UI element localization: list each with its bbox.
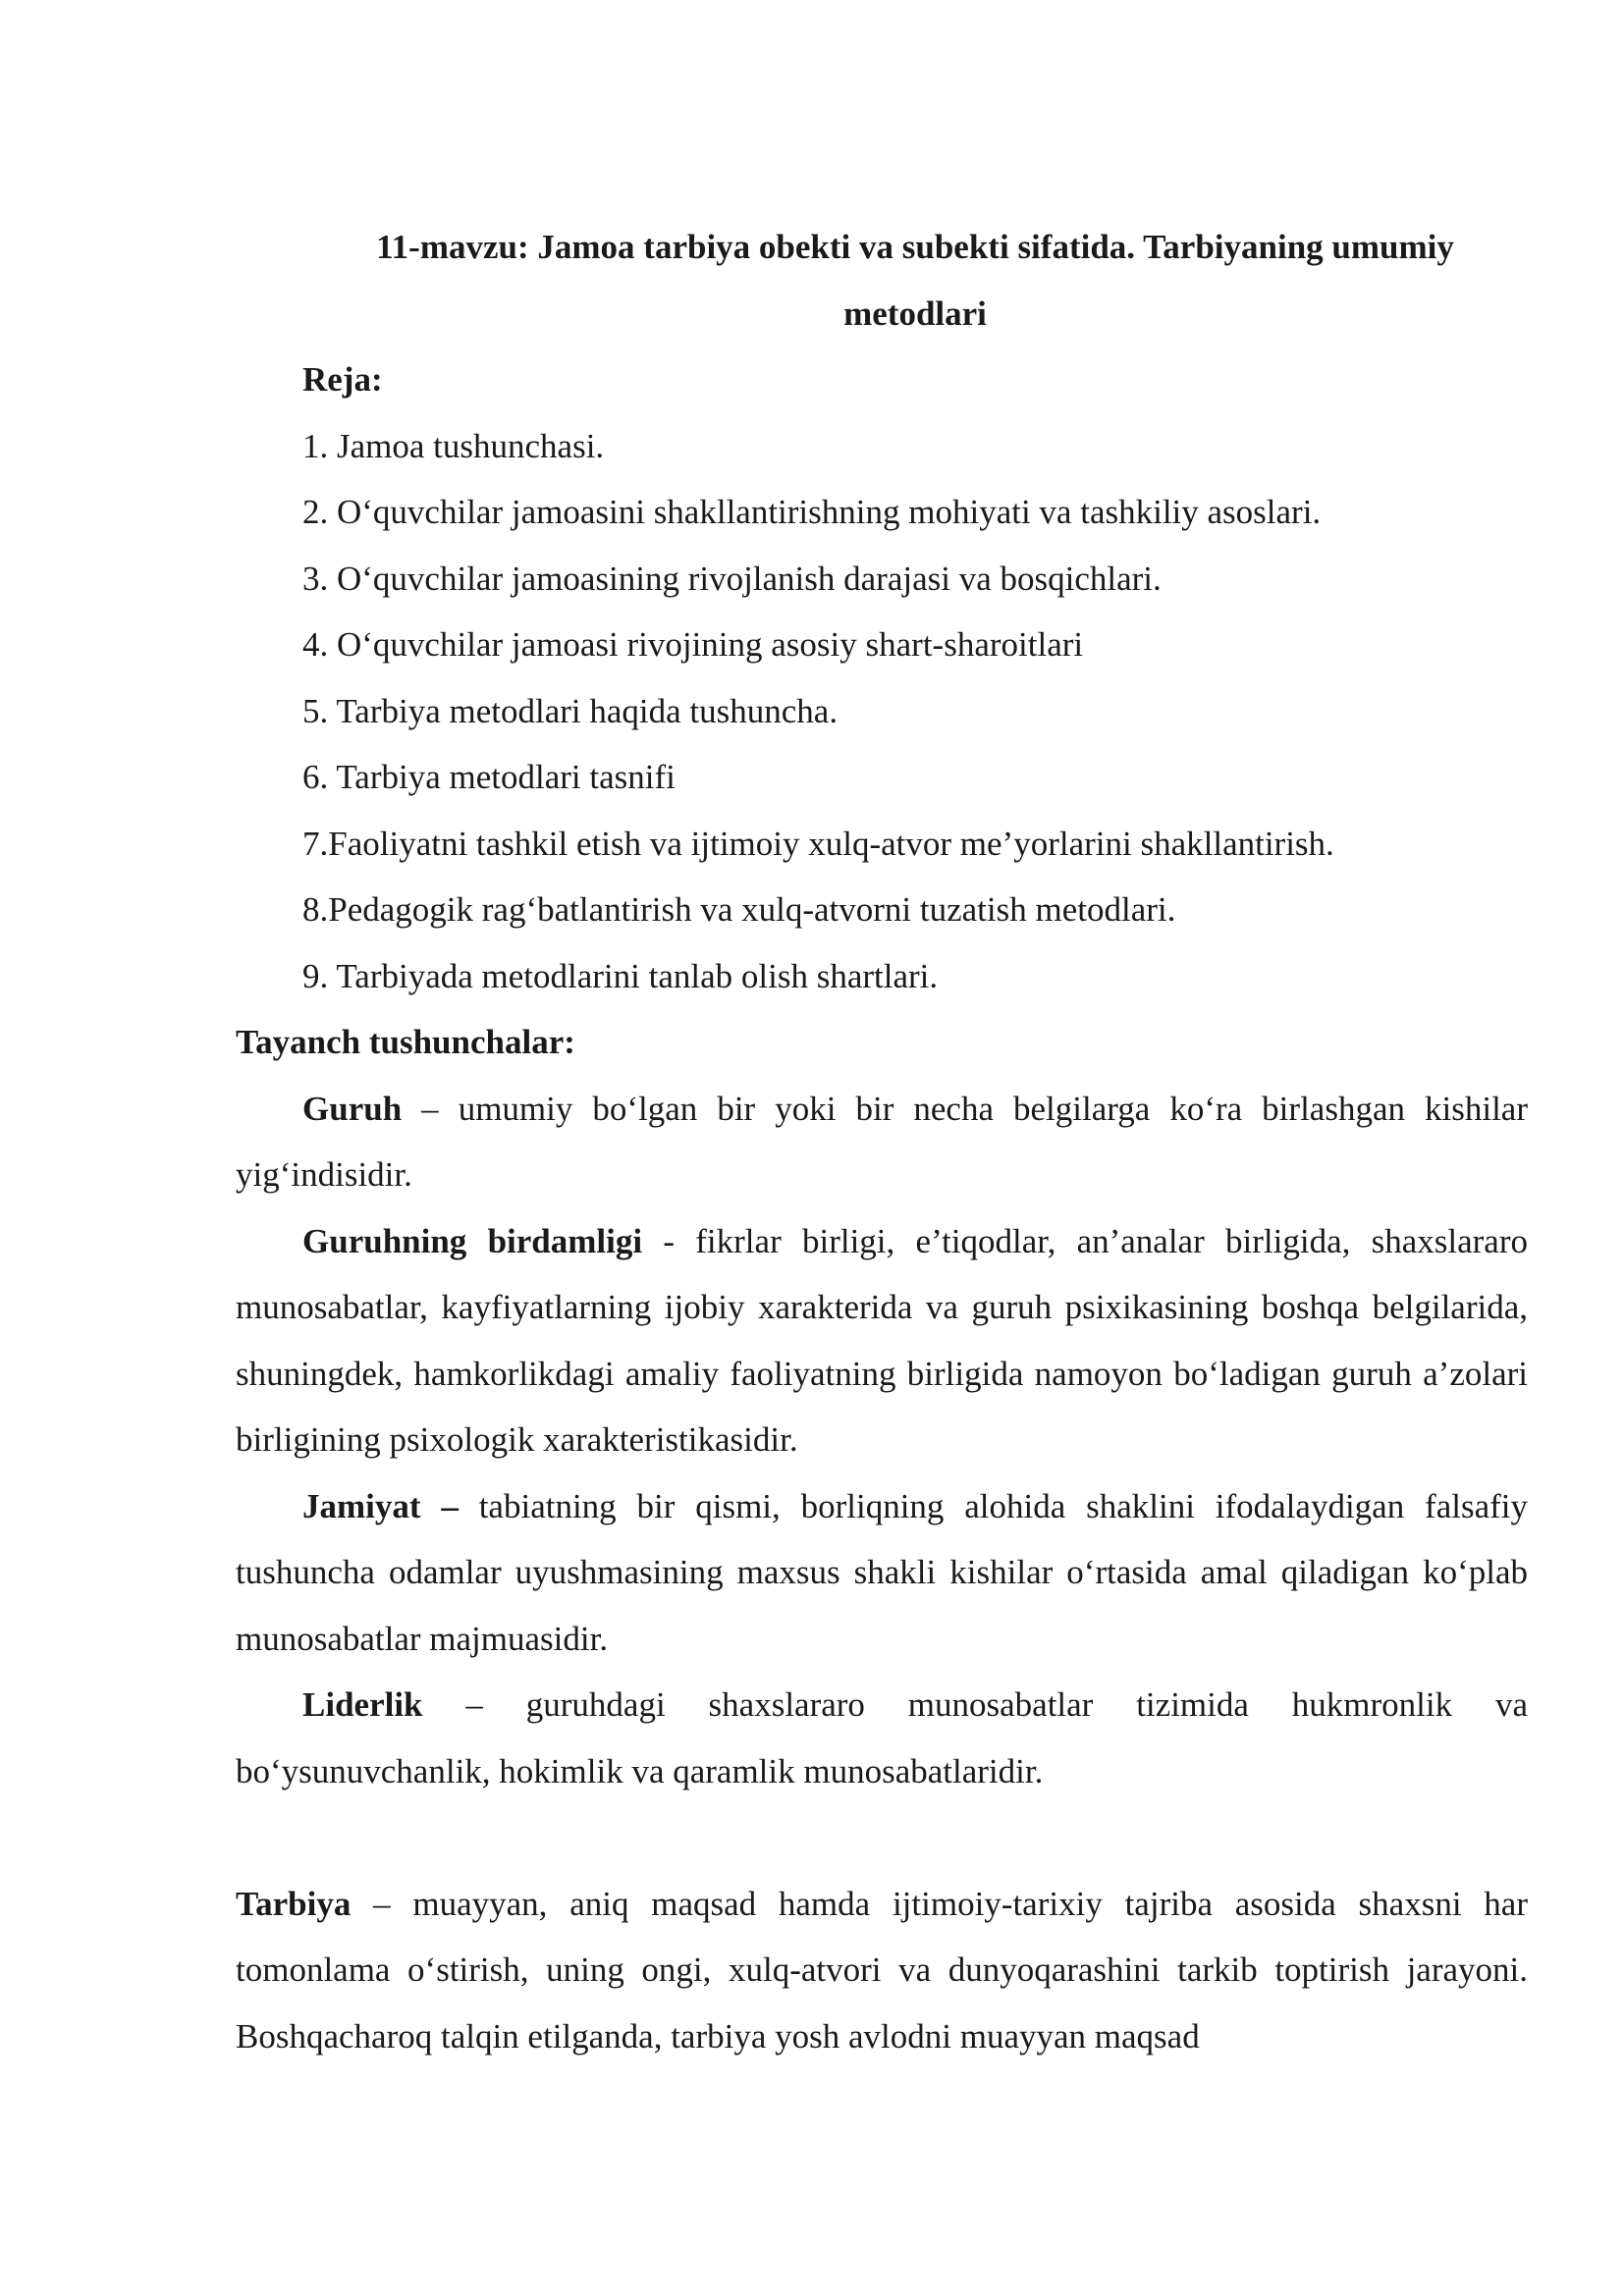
- document-body: [236, 214, 1528, 2069]
- definition-paragraph: [236, 1473, 1528, 1673]
- tarbiya-text: – muayyan, aniq maqsad hamda ijtimoiy-tarixiy tajriba asosida shaxsni har tomonlama o‘stirish, uning ongi, xulq-atvori va dunyoqarashini tarkib toptirish jarayoni. Boshqacharoq talqin etilganda, tarbiya yosh avlodni muayyan maqsad: [236, 1884, 1528, 2056]
- key-concepts-heading: Tayanch tushunchalar:: [236, 1023, 575, 1061]
- plan-heading: Reja:: [302, 360, 383, 399]
- plan-item: 1. Jamoa tushunchasi.: [302, 426, 605, 465]
- definition-paragraph: [236, 1672, 1528, 1804]
- plan-item: 2. O‘quvchilar jamoasini shakllantirishning mohiyati va tashkiliy asoslari.: [302, 493, 1322, 531]
- title-line-2: metodlari: [843, 294, 987, 333]
- definition-term: Jamiyat –: [302, 1486, 459, 1525]
- definition-term: Guruh: [302, 1089, 403, 1128]
- tarbiya-paragraph: [236, 1871, 1528, 2070]
- plan-item: 8.Pedagogik rag‘batlantirish va xulq-atvorni tuzatish metodlari.: [302, 890, 1176, 929]
- definition-text: – umumiy bo‘lgan bir yoki bir necha belgilarga ko‘ra birlashgan kishilar yig‘indisidir.: [236, 1089, 1528, 1194]
- plan-item: 4. O‘quvchilar jamoasi rivojining asosiy shart-sharoitlari: [302, 625, 1084, 664]
- plan-item: 9. Tarbiyada metodlarini tanlab olish shartlari.: [302, 956, 939, 995]
- definition-text: tabiatning bir qismi, borliqning alohida shaklini ifodalaydigan falsafiy tushuncha odamlar uyushmasining maxsus shakli kishilar o‘rtasida amal qiladigan ko‘plab munosabatlar majmuasidir.: [236, 1486, 1528, 1658]
- title-line-1: 11-mavzu: Jamoa tarbiya obekti va subekti sifatida. Tarbiyaning umumiy: [376, 228, 1454, 266]
- plan-item: 7.Faoliyatni tashkil etish va ijtimoiy xulq-atvor me’yorlarini shakllantirish.: [302, 824, 1334, 863]
- plan-item: 3. O‘quvchilar jamoasining rivojlanish darajasi va bosqichlari.: [302, 559, 1162, 598]
- tarbiya-term: Tarbiya: [236, 1884, 352, 1923]
- plan-item: 5. Tarbiya metodlari haqida tushuncha.: [302, 691, 839, 730]
- definition-paragraph: [236, 1208, 1528, 1473]
- definition-term: Liderlik: [302, 1685, 423, 1724]
- definition-text: - fikrlar birligi, e’tiqodlar, an’analar birligida, shaxslararo munosabatlar, kayfiyatlarning ijobiy xarakterida va guruh psixikasining boshqa belgilarida, shuningdek, hamkorlikdagi amaliy faoliyatning birligida namoyon bo‘ladigan guruh a’zolari birligining psixologik xarakteristikasidir.: [236, 1221, 1528, 1459]
- plan-item: 6. Tarbiya metodlari tasnifi: [302, 758, 676, 796]
- paragraph-spacer: [236, 1804, 1528, 1871]
- definition-paragraph: [236, 1076, 1528, 1208]
- definition-term: Guruhning birdamligi: [302, 1221, 643, 1260]
- definition-text: – guruhdagi shaxslararo munosabatlar tizimida hukmronlik va bo‘ysunuvchanlik, hokimlik va qaramlik munosabatlaridir.: [236, 1685, 1528, 1790]
